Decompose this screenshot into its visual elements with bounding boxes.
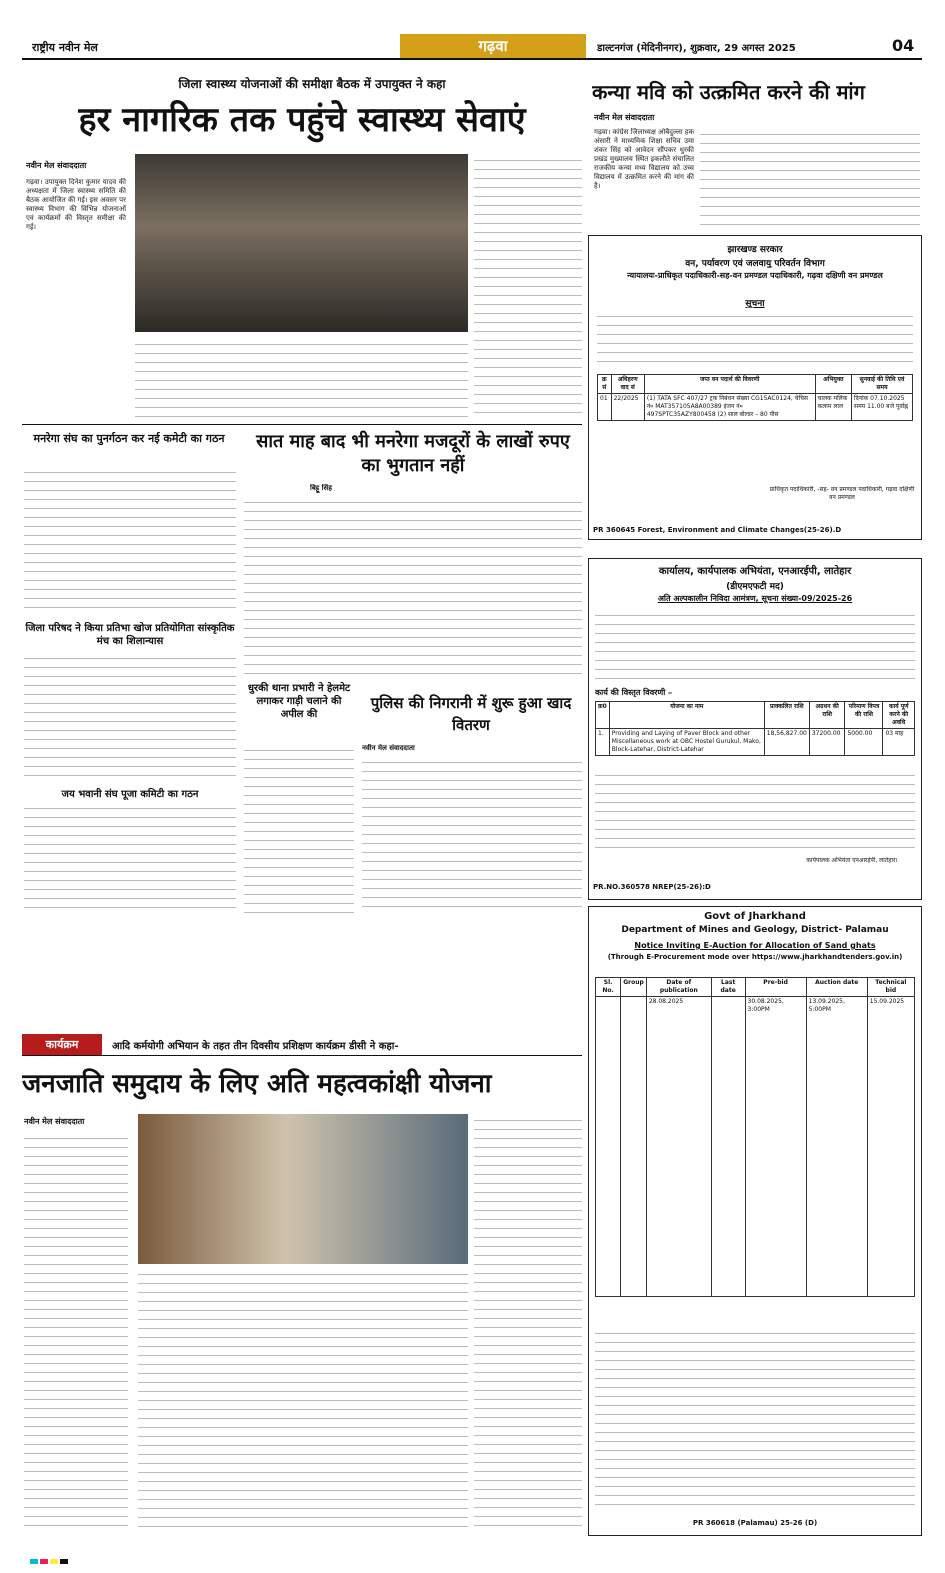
story9-col2: [138, 1268, 468, 1532]
story7-text: [244, 744, 354, 914]
section-name: गढ़वा: [400, 34, 586, 58]
notice3-pr: PR 360618 (Palamau) 25-26 (D): [692, 1519, 818, 1527]
story3-headline: मनरेगा संघ का पुनर्गठन कर नई कमेटी का गठन: [33, 432, 225, 445]
notice1-title: सूचना: [745, 299, 765, 308]
notice3-table: Sl. No. Group Date of publication Last date Pre-bid Auction date Technical bid 28.08.2025 30.08.2025, 3:00PM 13.09.2025, 5:00PM 15.09.2025: [595, 977, 915, 1297]
training-photo: [138, 1114, 468, 1264]
notice2-pr: PR.NO.360578 NREP(25-26):D: [593, 883, 711, 891]
divider: [22, 424, 582, 425]
story6-text: [24, 802, 236, 914]
notice1-table: क्र सं अधिहरण वाद सं जप्त वन पदार्थ की विवरणी अभियुक्त सुनवाई की तिथि एवं समय 01 22/2025 (1) TATA SFC 407/27 ट्रक निबंधन संख्या CG15AC0124, चेचिस नं० MAT357105A8A00389 इंजन नं० 497SPTC35AZY800458 (2) साल बोल्डर – 80 पीस चालक मलिक कलाम लाल दिनांक 07.10.2025 समय 11.00 बजे पूर्वाह्न: [597, 374, 913, 421]
notice2-org: कार्यालय, कार्यपालक अभियंता, एनआरईपी, लातेहार: [658, 566, 852, 577]
story4-headline: सात माह बाद भी मनरेगा मजदूरों के लाखों रुपए का भुगतान नहीं: [256, 431, 570, 476]
story9-byline: नवीन मेल संवाददाता: [24, 1117, 85, 1126]
notice3-sub: (Through E-Procurement mode over https://www.jharkhandtenders.gov.in): [607, 953, 903, 961]
story2-text: गढ़वा। कांग्रेस जिलाध्यक्ष ओबैदुल्ला हक अंसारी ने माध्यमिक शिक्षा सचिव उमा शंकर सिंह को आवेदन सौंपकर धुरकी प्रखंड मुख्यालय स्थित इकलौते संचालित राजकीय कन्या मध्य विद्यालय को उच्च विद्यालय में उत्क्रमित करने की मांग की है।: [594, 128, 694, 190]
notice2-body: [595, 609, 915, 685]
notice3-terms: [595, 1327, 915, 1507]
notice1-body: [597, 310, 913, 370]
story1-col2: [135, 338, 468, 420]
story1-kicker: जिला स्वास्थ्य योजनाओं की समीक्षा बैठक में उपायुक्त ने कहा: [178, 77, 446, 91]
story4-byline: बिट्टू सिंह: [310, 484, 332, 492]
story9-col1: [24, 1132, 128, 1532]
page-number: 04: [892, 36, 915, 55]
sand-auction-notice: [588, 906, 922, 1536]
paper-name: राष्ट्रीय नवीन मेल: [32, 41, 98, 54]
story8-text: [362, 756, 582, 914]
notice2-terms: [595, 769, 915, 853]
story9-kicker: आदि कर्मयोगी अभियान के तहत तीन दिवसीय प्रशिक्षण कार्यक्रम डीसी ने कहा-: [112, 1041, 399, 1052]
story1-col3: [474, 154, 582, 420]
story2-byline: नवीन मेल संवाददाता: [594, 113, 655, 122]
story8-headline: पुलिस की निगरानी में शुरू हुआ खाद वितरण: [370, 694, 572, 734]
notice1-org: झारखण्ड सरकार: [727, 245, 783, 254]
story2-col: [700, 128, 920, 228]
notice3-org: Govt of Jharkhand: [704, 911, 806, 922]
notice1-pr: PR 360645 Forest, Environment and Climate Changes(25-26).D: [593, 526, 842, 534]
story5-headline: जिला परिषद ने किया प्रतिभा खोज प्रतियोगिता सांस्कृतिक मंच का शिलान्यास: [25, 623, 235, 647]
masthead: [22, 34, 922, 60]
story4-text: [244, 496, 582, 676]
tender-notice: [588, 558, 922, 900]
notice2-title: अति अल्पकालीन निविदा आमंत्रण, सूचना संख्या-09/2025-26: [657, 594, 853, 603]
notice2-sub: (डीएमएफटी मद): [726, 582, 784, 591]
meeting-photo: [135, 154, 468, 332]
story3-text: [24, 466, 236, 616]
story1-headline: हर नागरिक तक पहुंचे स्वास्थ्य सेवाएं: [78, 100, 526, 140]
story9-tag: कार्यक्रम: [22, 1034, 102, 1056]
story9-headline: जनजाति समुदाय के लिए अति महत्वकांक्षी योजना: [22, 1069, 492, 1099]
dateline: डाल्टनगंज (मेदिनीनगर), शुक्रवार, 29 अगस्त 2025: [597, 43, 796, 54]
notice1-sign: प्राधिकृत पदाधिकारी, -सह- वन प्रमण्डल पदाधिकारी, गढ़वा दक्षिणी वन प्रमण्डल: [769, 486, 915, 501]
notice2-table: क्र0 योजना का नाम प्राक्कलित राशि अग्रधन की राशि परिमाण विपत्र की राशि कार्य पूर्ण करने की अवधि 1. Providing and Laying of Paver Block and other Miscellaneous work at OBC Hostel Gurukul, Mako, Block-Latehar, District-Latehar 18,56,827.00 37200.00 5000.00 03 माह: [595, 701, 915, 756]
notice3-title: Notice Inviting E-Auction for Allocation of Sand ghats: [634, 941, 876, 950]
forest-notice: [588, 235, 922, 540]
story1-byline: नवीन मेल संवाददाता: [26, 161, 87, 170]
story6-headline: जय भवानी संघ पूजा कमिटी का गठन: [61, 789, 199, 800]
notice3-dept: Department of Mines and Geology, District- Palamau: [621, 925, 889, 935]
story9-banner: [22, 1034, 582, 1056]
notice2-sign: कार्यपालक अभियंता एनआरईपी, लातेहार।: [806, 857, 898, 864]
story9-col3: [474, 1114, 582, 1532]
notice1-dept: वन, पर्यावरण एवं जलवायु परिवर्तन विभाग: [685, 259, 825, 268]
story8-byline: नवीन मेल संवाददाता: [362, 744, 415, 752]
notice1-office: न्यायालयः-प्राधिकृत पदाधिकारी-सह-वन प्रमण्डल पदाधिकारी, गढ़वा दक्षिणी वन प्रमण्डल: [627, 271, 883, 280]
color-registration-bar: [30, 1552, 910, 1564]
story5-text: [24, 652, 236, 782]
story2-headline: कन्या मवि को उत्क्रमित करने की मांग: [592, 80, 865, 104]
story1-text: गढ़वा। उपायुक्त दिनेश कुमार यादव की अध्यक्षता में जिला स्वास्थ्य समिति की बैठक आयोजित की गई। इस अवसर पर स्वास्थ्य विभाग की विभिन्न योजनाओं एवं कार्यक्रमों की विस्तृत समीक्षा की गई।: [26, 178, 126, 231]
notice2-section: कार्य की विस्तृत विवरणी –: [595, 688, 673, 697]
story7-headline: धुरकी थाना प्रभारी ने हेलमेट लगाकर गाड़ी चलाने की अपील की: [247, 683, 351, 720]
